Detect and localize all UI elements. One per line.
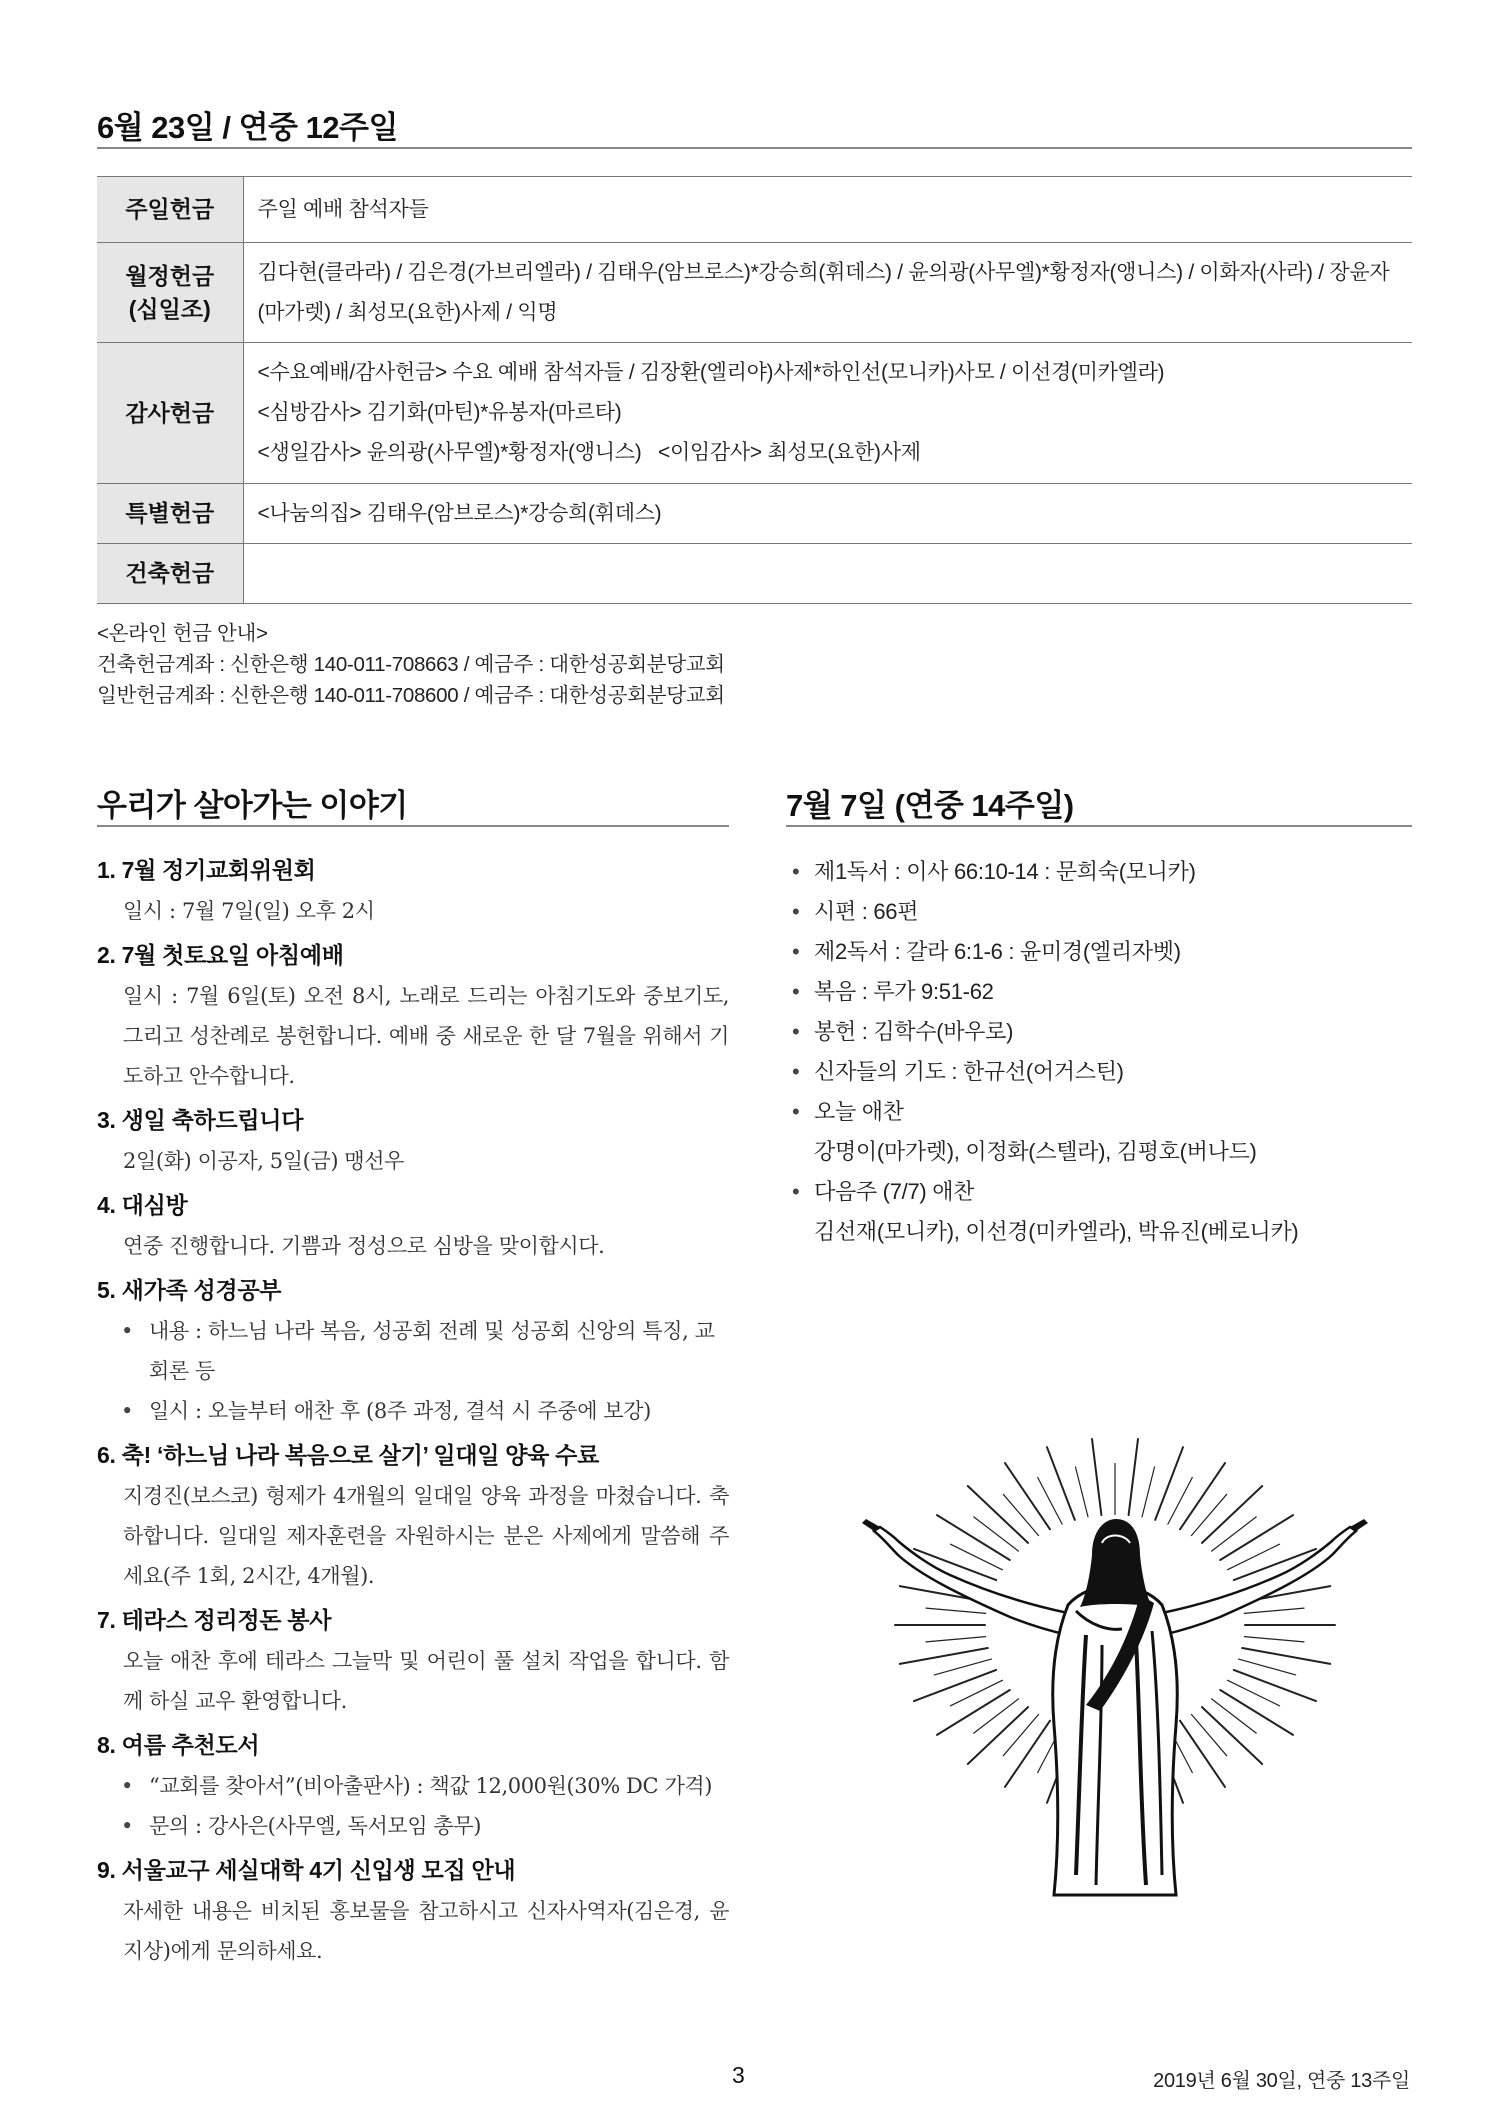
offering-line: <수요예배/감사헌금> 수요 예배 참석자들 / 김장환(엘리야)사제*하인선(모니카)사모 / 이선경(미카엘라) — [257, 361, 1165, 384]
ray-line — [1180, 1463, 1225, 1529]
ray-line — [1003, 1714, 1038, 1755]
news-item-body: 일시 : 7월 6일(토) 오전 8시, 노래로 드리는 아침기도와 중보기도, 그리고 성찬례로 봉헌합니다. 예배 중 새로운 한 달 7월을 위해서 기도하고 안수합니다. — [123, 984, 729, 1088]
ray-line — [1180, 1721, 1225, 1787]
ray-line — [1202, 1486, 1262, 1543]
offering-details — [243, 343, 1412, 484]
readings-list — [786, 852, 1412, 1252]
news-item-title: 8. 여름 추천도서 — [97, 1732, 260, 1758]
reading-subitem: 강명이(마가렛), 이정화(스텔라), 김평호(버나드) — [814, 1139, 1257, 1164]
table-row — [97, 177, 1412, 243]
ray-line — [1092, 1439, 1101, 1515]
offering-line: 김다현(클라라) / 김은경(가브리엘라) / 김태우(암브로스)*강승희(휘데스) / 윤의광(사무엘)*황정자(앵니스) / 이화자(사라) / 장윤자 — [257, 260, 1390, 284]
news-item — [97, 1272, 729, 1431]
reading-item: • 오늘 애찬 — [786, 1092, 1412, 1132]
offering-line: <나눔의집> 김태우(암브로스)*강승희(휘데스) — [257, 501, 662, 525]
ray-line — [1129, 1439, 1138, 1515]
offering-table — [97, 176, 1412, 604]
news-item-body: 오늘 애찬 후에 테라스 그늘막 및 어린이 풀 설치 작업을 합니다. 함께 하실 교우 환영합니다. — [123, 1649, 729, 1713]
table-row — [97, 484, 1412, 544]
ray-line — [1239, 1659, 1296, 1675]
news-item-body: 자세한 내용은 비치된 홍보물을 참고하시고 신자사역자(김은경, 윤지상)에게 문의하세요. — [123, 1899, 729, 1963]
news-item-title: 6. 축! ‘하느님 나라 복음으로 살기’ 일대일 양육 수료 — [97, 1442, 600, 1468]
news-item-body: 일시 : 7월 7일(일) 오후 2시 — [123, 899, 375, 923]
reading-item: • 제1독서 : 이사 66:10-14 : 문희숙(모니카) — [786, 852, 1412, 892]
offering-line: <생일감사> 윤의광(사무엘)*황정자(앵니스) <이임감사> 최성모(요한)사제 — [257, 441, 921, 464]
online-offering-info — [97, 618, 725, 711]
offering-details — [243, 243, 1412, 343]
ray-line — [974, 1517, 1019, 1551]
news-item — [97, 1187, 729, 1266]
offering-category — [97, 243, 243, 343]
reading-item: • 봉헌 : 김학수(바우로) — [786, 1012, 1412, 1052]
ray-line — [1191, 1714, 1226, 1755]
offering-line: 주일 예배 참석자들 — [257, 197, 429, 221]
news-item — [97, 1852, 729, 1971]
offering-category: 감사헌금 — [97, 343, 243, 484]
news-item — [97, 1437, 729, 1596]
ray-line — [1155, 1447, 1183, 1520]
ray-line — [937, 1690, 1010, 1735]
offering-category: 주일헌금 — [97, 177, 243, 243]
table-row — [97, 243, 1412, 343]
ray-line — [974, 1699, 1019, 1733]
online-offering-title: <온라인 헌금 안내> — [97, 622, 268, 645]
news-bullet: • “교회를 찾아서”(비아출판사) : 책값 12,000원(30% DC 가격) — [97, 1766, 729, 1806]
ray-line — [1047, 1447, 1075, 1520]
ray-line — [1005, 1463, 1050, 1529]
offering-heading-rule — [97, 147, 1412, 149]
ray-line — [1212, 1699, 1257, 1733]
reading-subitem: 김선재(모니카), 이선경(미카엘라), 박유진(베로니카) — [814, 1219, 1299, 1244]
news-item-body: 연중 진행합니다. 기쁨과 정성으로 심방을 맞이합시다. — [123, 1234, 605, 1258]
offering-category: 건축헌금 — [97, 544, 243, 604]
risen-christ-illustration — [840, 1435, 1400, 1935]
ray-line — [1220, 1515, 1293, 1560]
ray-line — [1191, 1494, 1226, 1535]
readings-heading-rule — [786, 825, 1412, 827]
ray-line — [1212, 1517, 1257, 1551]
ray-line — [1244, 1608, 1304, 1613]
news-item-title: 4. 대심방 — [97, 1192, 188, 1218]
news-heading: 우리가 살아가는 이야기 — [97, 788, 408, 823]
ray-line — [1142, 1467, 1155, 1517]
building-account: 건축헌금계좌 : 신한은행 140-011-708663 / 예금주 : 대한성공회분당교회 — [97, 653, 725, 676]
ray-line — [1220, 1690, 1293, 1735]
news-item-title: 9. 서울교구 세실대학 4기 신입생 모집 안내 — [97, 1857, 516, 1883]
news-item-body: 2일(화) 이공자, 5일(금) 맹선우 — [123, 1149, 405, 1173]
offering-category-line: (십일조) — [128, 295, 211, 322]
news-bullet: • 문의 : 강사은(사무엘, 독서모임 총무) — [97, 1806, 729, 1846]
news-list — [97, 852, 729, 1977]
reading-item: • 신자들의 기도 : 한규선(어거스틴) — [786, 1052, 1412, 1092]
ray-line — [1003, 1494, 1038, 1535]
readings-heading: 7월 7일 (연중 14주일) — [786, 788, 1074, 823]
ray-line — [937, 1515, 1010, 1560]
ray-line — [968, 1486, 1028, 1543]
news-item-title: 5. 새가족 성경공부 — [97, 1277, 282, 1303]
offering-heading: 6월 23일 / 연중 12주일 — [97, 110, 398, 145]
table-row — [97, 343, 1412, 484]
reading-item: • 시편 : 66편 — [786, 892, 1412, 932]
ray-line — [1202, 1707, 1262, 1764]
news-item-body: 지경진(보스코) 형제가 4개월의 일대일 양육 과정을 마쳤습니다. 축하합니다. 일대일 제자훈련을 자원하시는 분은 사제에게 말씀해 주세요(주 1회, 2시간, 4개월). — [123, 1484, 729, 1588]
ray-line — [1005, 1721, 1050, 1787]
offering-details — [243, 177, 1412, 243]
offering-details — [243, 484, 1412, 544]
reading-item: • 제2독서 : 갈라 6:1-6 : 윤미경(엘리자벳) — [786, 932, 1412, 972]
ray-line — [1234, 1670, 1316, 1701]
ray-line — [914, 1670, 996, 1701]
christ-figure — [862, 1519, 1368, 1895]
reading-item: • 다음주 (7/7) 애찬 — [786, 1172, 1412, 1212]
news-heading-rule — [97, 825, 729, 827]
ray-line — [926, 1608, 986, 1613]
ray-line — [968, 1707, 1028, 1764]
news-item — [97, 1102, 729, 1181]
ray-line — [1242, 1648, 1330, 1664]
ray-line — [926, 1637, 986, 1642]
news-item-title: 2. 7월 첫토요일 아침예배 — [97, 942, 344, 968]
offering-category: 특별헌금 — [97, 484, 243, 544]
news-item — [97, 1602, 729, 1721]
ray-line — [934, 1659, 991, 1675]
ray-line — [1076, 1467, 1089, 1517]
ray-line — [1244, 1637, 1304, 1642]
news-item-title: 3. 생일 축하드립니다 — [97, 1107, 304, 1133]
offering-line: (마가렛) / 최성모(요한)사제 / 익명 — [257, 300, 558, 324]
news-item — [97, 937, 729, 1096]
offering-category-line: 월정헌금 — [125, 262, 215, 289]
table-row — [97, 544, 1412, 604]
footer-date: 2019년 6월 30일, 연중 13주일 — [1153, 2070, 1410, 2092]
offering-line: <심방감사> 김기화(마틴)*유봉자(마르타) — [257, 401, 622, 424]
news-item-title: 1. 7월 정기교회위원회 — [97, 857, 316, 883]
news-bullet: • 일시 : 오늘부터 애찬 후 (8주 과정, 결석 시 주중에 보강) — [97, 1391, 729, 1431]
page-number: 3 — [732, 2062, 745, 2088]
news-item — [97, 1727, 729, 1846]
offering-details — [243, 544, 1412, 604]
news-item-title: 7. 테라스 정리정돈 봉사 — [97, 1607, 332, 1633]
general-account: 일반헌금계좌 : 신한은행 140-011-708600 / 예금주 : 대한성공회분당교회 — [97, 684, 725, 707]
reading-item: • 복음 : 루가 9:51-62 — [786, 972, 1412, 1012]
news-item — [97, 852, 729, 931]
ray-line — [900, 1648, 988, 1664]
news-bullet: • 내용 : 하느님 나라 복음, 성공회 전례 및 성공회 신앙의 특징, 교회론 등 — [97, 1311, 729, 1391]
